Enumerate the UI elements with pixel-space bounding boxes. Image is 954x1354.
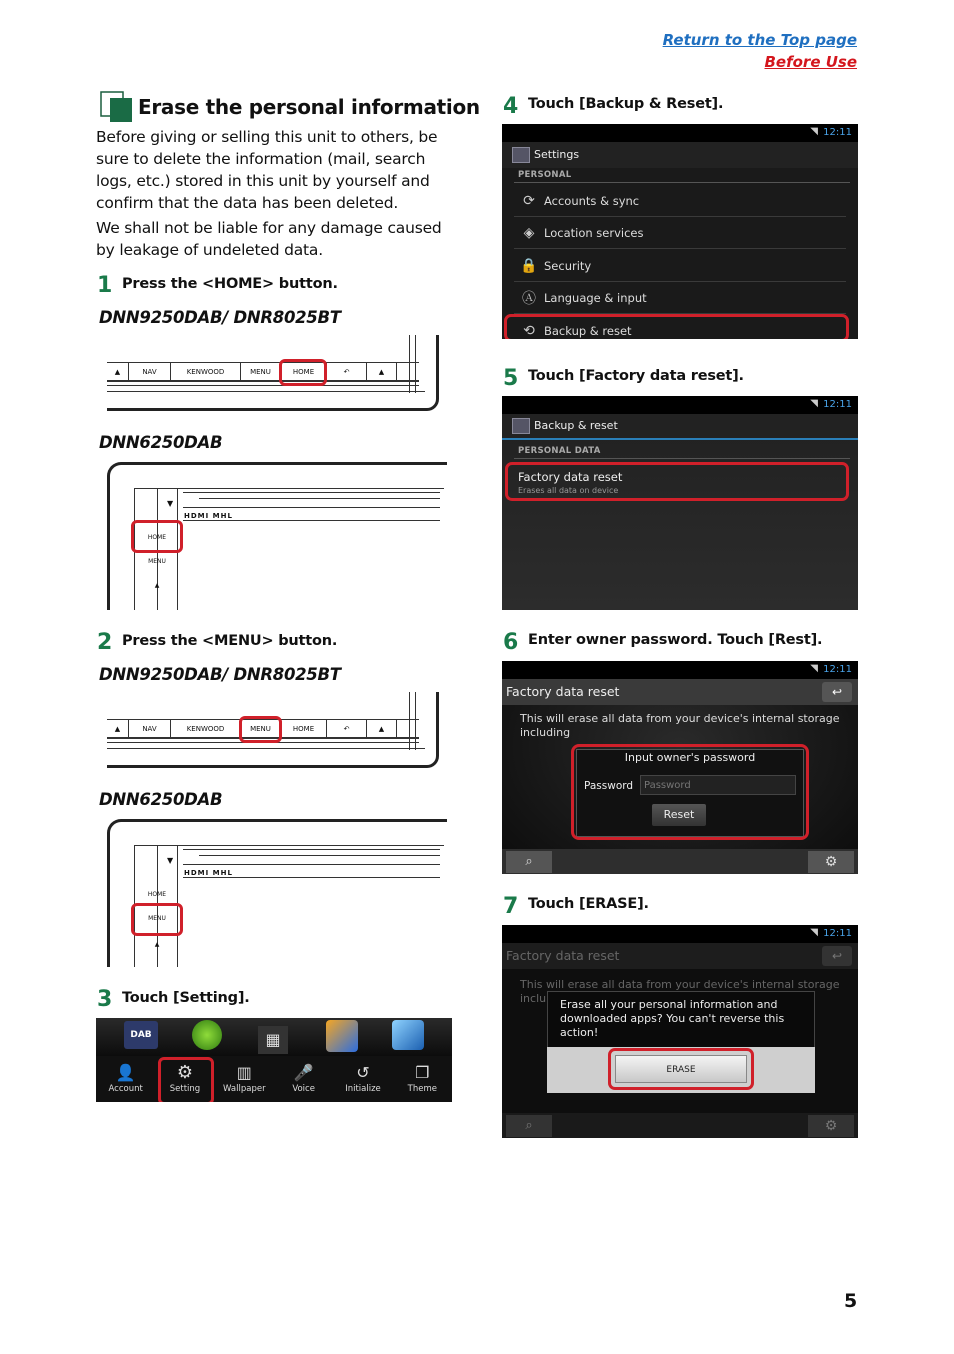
settings-app-icon <box>512 147 530 163</box>
language-icon: Ⓐ <box>522 290 536 307</box>
backup-app-icon <box>512 418 530 434</box>
corner-menu-button: MENU <box>148 558 166 565</box>
step-2-number: 2 <box>97 630 113 655</box>
strip-eject-button: ▲ <box>367 720 397 737</box>
factory-reset-subtitle: Erases all data on device <box>518 486 619 495</box>
highlight-password-dialog <box>571 744 809 840</box>
device-strip-menu <box>107 692 439 768</box>
hdmi-label: HDMI MHL <box>184 512 233 520</box>
model-label-9250-a: DNN9250DAB/ DNR8025BT <box>99 308 341 327</box>
gear-icon[interactable]: ⚙ <box>808 851 854 873</box>
strip-nav-button: NAV <box>129 363 171 380</box>
step-3-number: 3 <box>97 987 113 1012</box>
password-label: Password <box>584 780 634 792</box>
setting-bar-initialize[interactable]: ↺ Initialize <box>333 1058 392 1102</box>
wifi-icon: ◥ <box>810 398 818 409</box>
corner-home-button: HOME <box>147 891 167 898</box>
setting-bar-account[interactable]: 👤 Account <box>96 1058 155 1102</box>
section-title: Erase the personal information <box>138 95 480 119</box>
strip-brand-label: KENWOOD <box>171 363 241 380</box>
model-label-6250-b: DNN6250DAB <box>99 790 223 809</box>
backup-reset-screenshot <box>502 396 858 610</box>
strip-home-button: HOME <box>281 720 327 737</box>
step-2-text: Press the <MENU> button. <box>122 633 338 649</box>
location-icon: ◈ <box>523 224 535 241</box>
intro-paragraph: Before giving or selling this unit to others, be sure to delete the information (mail, search logs, etc.) stored in this unit by yourself and confirm that the data has been deleted. <box>96 128 438 212</box>
microphone-icon: 🎤 <box>293 1063 314 1082</box>
settings-screenshot <box>502 124 858 339</box>
highlight-menu-corner <box>131 903 183 936</box>
liability-paragraph: We shall not be liable for any damage caused by leakage of undeleted data. <box>96 219 442 259</box>
menu-security[interactable]: 🔒 Security <box>514 250 846 282</box>
gear-icon: ⚙ <box>808 1115 854 1137</box>
model-label-9250-b: DNN9250DAB/ DNR8025BT <box>99 665 341 684</box>
erase-screen-title: Factory data reset <box>502 943 858 969</box>
step-7-text: Touch [ERASE]. <box>528 896 649 912</box>
status-time: 12:11 <box>823 127 852 138</box>
wifi-icon: ◥ <box>810 663 818 674</box>
step-5-text: Touch [Factory data reset]. <box>528 368 744 384</box>
wifi-icon: ◥ <box>810 126 818 137</box>
status-time: 12:11 <box>823 928 852 939</box>
section-icon <box>100 91 134 123</box>
highlight-erase <box>608 1048 754 1090</box>
step-6-text: Enter owner password. Touch [Rest]. <box>528 632 823 648</box>
setting-bar-screenshot <box>96 1018 452 1102</box>
step-6-number: 6 <box>503 630 519 655</box>
gear-icon: ⚙ <box>176 1062 194 1083</box>
strip-nav-button: NAV <box>129 720 171 737</box>
return-to-top-link[interactable]: Return to the Top page <box>662 31 857 49</box>
step-4-number: 4 <box>503 94 519 119</box>
step-3-text: Touch [Setting]. <box>122 990 250 1006</box>
step-1-text: Press the <HOME> button. <box>122 276 338 292</box>
music-icon <box>326 1020 358 1052</box>
sync-icon: ⟳ <box>523 192 535 209</box>
before-use-link[interactable]: Before Use <box>764 53 857 71</box>
corner-menu-button: MENU <box>148 915 166 922</box>
corner-home-button: HOME <box>147 534 167 541</box>
menu-location-services[interactable]: ◈ Location services <box>514 217 846 249</box>
backup-icon: ⟲ <box>523 323 535 339</box>
highlight-home <box>279 359 327 386</box>
erase-screen-message: This will erase all data from your device's internal storage <box>520 978 840 991</box>
highlight-menu <box>239 716 282 743</box>
strip-up-button: ▲ <box>107 720 129 737</box>
lock-icon: 🔒 <box>520 257 538 274</box>
step-5-number: 5 <box>503 366 519 391</box>
factory-reset-item[interactable]: Factory data reset <box>518 470 623 484</box>
setting-bar-setting[interactable]: ⚙ Setting <box>155 1058 214 1102</box>
settings-category: PERSONAL <box>518 170 572 180</box>
backup-title: Backup & reset <box>502 414 858 438</box>
model-label-6250-a: DNN6250DAB <box>99 433 223 452</box>
corner-up-button: ▲ <box>154 941 160 948</box>
corner-up-button: ▲ <box>154 582 160 589</box>
hdmi-label: HDMI MHL <box>184 869 233 877</box>
step-4-text: Touch [Backup & Reset]. <box>528 96 724 112</box>
settings-title: Settings <box>502 142 858 168</box>
app-icon <box>392 1020 424 1050</box>
highlight-factory-reset <box>505 462 849 501</box>
menu-language-input[interactable]: Ⓐ Language & input <box>514 282 846 314</box>
undo-icon: ↺ <box>356 1063 370 1082</box>
back-icon: ↩ <box>822 946 852 966</box>
password-screen-title: Factory data reset <box>502 679 858 705</box>
device-corner-home: ▼ HDMI MHL HOME MENU ▲ <box>107 462 440 610</box>
step-1-number: 1 <box>97 273 113 298</box>
erase-screenshot <box>502 925 858 1138</box>
reset-button[interactable]: Reset <box>652 804 706 826</box>
setting-bar-wallpaper[interactable]: ▥ Wallpaper <box>215 1058 274 1102</box>
highlight-home-corner <box>131 520 183 553</box>
wallpaper-icon: ▥ <box>236 1063 252 1082</box>
step-7-number: 7 <box>503 894 519 919</box>
device-strip-home <box>107 335 439 411</box>
status-time: 12:11 <box>823 664 852 675</box>
theme-icon: ❐ <box>415 1063 430 1082</box>
erase-button[interactable]: ERASE <box>615 1055 747 1083</box>
menu-backup-reset[interactable]: ⟲ Backup & reset <box>514 315 846 339</box>
strip-menu-button: MENU <box>241 363 281 380</box>
highlight-setting <box>158 1057 214 1102</box>
account-icon: 👤 <box>115 1063 136 1082</box>
page-number: 5 <box>844 1290 858 1312</box>
strip-eject-button: ▲ <box>367 363 397 380</box>
back-icon[interactable]: ↩ <box>822 682 852 702</box>
erase-screen-partial: inclu <box>520 992 547 1005</box>
password-screenshot <box>502 661 858 874</box>
strip-menu-button: MENU <box>241 720 281 737</box>
highlight-backup-reset <box>504 314 849 339</box>
search-icon[interactable]: ⌕ <box>506 851 552 873</box>
search-icon: ⌕ <box>506 1115 552 1137</box>
strip-back-button: ↶ <box>327 720 367 737</box>
power-icon <box>192 1020 222 1050</box>
status-time: 12:11 <box>823 399 852 410</box>
setting-bar-theme[interactable]: ❐ Theme <box>393 1058 452 1102</box>
strip-up-button: ▲ <box>107 363 129 380</box>
wifi-icon: ◥ <box>810 927 818 938</box>
dab-icon: DAB <box>124 1021 158 1049</box>
password-screen-message: This will erase all data from your device's internal storage including <box>520 712 840 739</box>
menu-accounts-sync[interactable]: ⟳ Accounts & sync <box>514 185 846 217</box>
erase-dialog-text: Erase all your personal information and downloaded apps? You can't reverse this action! <box>560 998 785 1039</box>
strip-home-button: HOME <box>281 363 327 380</box>
strip-back-button: ↶ <box>327 363 367 380</box>
setting-bar-voice[interactable]: 🎤 Voice <box>274 1058 333 1102</box>
backup-category: PERSONAL DATA <box>518 446 601 456</box>
password-dialog-title: Input owner's password <box>624 751 756 764</box>
grid-icon: ▦ <box>258 1026 288 1054</box>
strip-brand-label: KENWOOD <box>171 720 241 737</box>
device-corner-menu: ▼ HDMI MHL HOME MENU ▲ <box>107 819 440 967</box>
